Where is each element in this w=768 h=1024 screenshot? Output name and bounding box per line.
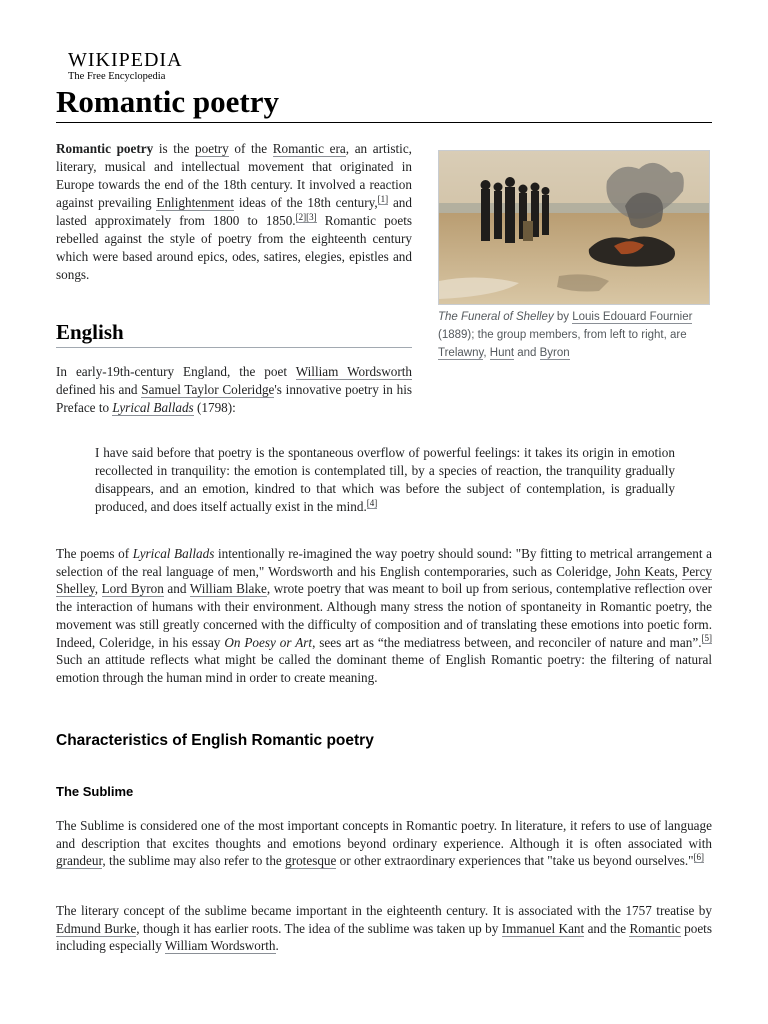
funeral-of-shelley-painting[interactable] [438, 150, 710, 305]
text: Such an attitude reflects what might be called the dominant theme of English Romantic poetry: the filtering of natural emotion through the human mind in order to create meaning. [56, 652, 712, 685]
link-poetry[interactable]: poetry [195, 141, 229, 156]
text: The poems of [56, 546, 133, 561]
text: and [163, 581, 190, 597]
text: and [514, 347, 540, 359]
link-byron[interactable]: Byron [539, 347, 570, 359]
citation-label[interactable]: [6] [693, 852, 705, 863]
citation-3[interactable] [306, 212, 317, 223]
text: poets including especially [56, 920, 712, 954]
figure-caption [438, 308, 710, 362]
text: (1889); the group members, from left to right, are [438, 329, 687, 341]
text: , wrote poetry that was meant to boil up from serious, contemplative reflection over the interaction of humans with their environment. Although many stress the notion of spontaneity in Romantic poetry, the movement was still greatly concerned with the difficulty of composition and of translating these emotions into poetic form. Indeed, Coleridge, in his essay [56, 581, 712, 650]
link-edmund-burke[interactable]: Edmund Burke [56, 920, 137, 936]
heading-characteristics: Characteristics of English Romantic poetry [56, 732, 374, 749]
text: The Sublime is considered one of the most important concepts in Romantic poetry. In literature, it refers to use of language and description that excites thoughts and emotions beyond ordinary experience. Although it is often associated with [56, 818, 712, 851]
text: by [553, 311, 573, 323]
link-percy-shelley[interactable]: Percy Shelley [56, 563, 713, 597]
link-lord-byron[interactable]: Lord Byron [101, 581, 164, 597]
italic-on-poesy-or-art: On Poesy or Art [224, 634, 313, 650]
link-romantic-era[interactable]: Romantic era [272, 141, 346, 156]
link-william-wordsworth-2[interactable]: William Wordsworth [164, 938, 276, 954]
citation-5[interactable] [702, 633, 713, 644]
logo-tagline: The Free Encyclopedia [68, 71, 166, 82]
link-william-wordsworth[interactable]: William Wordsworth [295, 364, 412, 379]
text: , though it has earlier roots. The idea of the sublime was taken up by [136, 920, 502, 936]
lead-term: Romantic poetry [56, 141, 154, 156]
infobox-figure [438, 150, 710, 362]
citation-label[interactable]: [3] [306, 211, 317, 222]
text: or other extraordinary experiences that "take us beyond ourselves." [336, 853, 694, 869]
link-romantic[interactable]: Romantic [629, 920, 681, 936]
text: intentionally re-imagined the way poetry should sound: "By fitting to metrical arrangement a selection of the real language of men," Wordsworth and his English contemporaries, such as Coleridge, [56, 546, 712, 579]
text: defined his and [56, 382, 142, 397]
link-grandeur[interactable]: grandeur [56, 853, 103, 869]
link-hunt[interactable]: Hunt [489, 347, 515, 359]
text: Romantic poets rebelled against the style of poetry from the eighteenth century which were based around epics, odes, satires, elegies, epistles and songs. [56, 213, 412, 282]
citation-6[interactable] [694, 852, 705, 863]
text: , an artistic, literary, musical and intellectual movement that originated in Europe towards the end of the 18th century. It involved a reaction against prevailing [56, 141, 412, 210]
italic-lyrical-ballads: Lyrical Ballads [132, 546, 215, 561]
logo-wordmark: WIKIPEDIA [68, 49, 183, 71]
citation-label[interactable]: [2] [295, 211, 307, 222]
text: The literary concept of the sublime became important in the eighteenth century. It is associated with the 1757 treatise by [56, 903, 712, 918]
citation-label[interactable]: [1] [377, 193, 389, 204]
text: , [94, 581, 102, 597]
text: In early-19th-century England, the poet [56, 364, 296, 379]
text: 's innovative poetry in his Preface to [56, 382, 412, 415]
link-william-blake[interactable]: William Blake [189, 581, 267, 597]
text: , [674, 563, 682, 579]
sublime-paragraph-2 [56, 902, 712, 955]
link-immanuel-kant[interactable]: Immanuel Kant [501, 920, 585, 936]
text: , [483, 347, 490, 359]
text: and lasted approximately from 1800 to 1850. [56, 195, 412, 228]
text: (1798): [193, 400, 236, 415]
link-louis-edouard-fournier[interactable]: Louis Edouard Fournier [572, 311, 693, 323]
english-intro-paragraph [56, 363, 412, 417]
citation-label[interactable]: [5] [701, 633, 712, 644]
heading-the-sublime: The Sublime [56, 784, 134, 799]
caption-title: The Funeral of Shelley [438, 311, 554, 323]
text: , sees art as “the mediatress between, and reconciler of nature and man”. [312, 634, 702, 650]
citation-2[interactable] [296, 212, 307, 223]
link-samuel-taylor-coleridge[interactable]: Samuel Taylor Coleridge [141, 382, 275, 397]
heading-english: English [56, 318, 412, 348]
citation-1[interactable] [378, 194, 389, 205]
text: and the [584, 920, 630, 936]
page-title: Romantic poetry [56, 84, 712, 123]
link-trelawny[interactable]: Trelawny [438, 347, 484, 359]
link-lyrical-ballads[interactable]: Lyrical Ballads [112, 400, 194, 415]
link-john-keats[interactable]: John Keats [615, 563, 675, 579]
wordsworth-quote [95, 444, 675, 516]
link-enlightenment[interactable]: Enlightenment [156, 195, 235, 210]
quote-text: I have said before that poetry is the spontaneous overflow of powerful feelings: it takes its origin in emotion recollected in tranquility: the emotion is contemplated till, by a species of reaction, the tranquility gradually disappears, and an emotion, kindred to that which was before the subject of contemplation, is gradually produced, and does itself actually exist in the mind. [95, 445, 675, 514]
citation-label[interactable]: [4] [366, 497, 378, 508]
text: , the sublime may also refer to the [102, 853, 286, 869]
text: . [275, 938, 279, 954]
wikipedia-logo[interactable] [68, 50, 183, 83]
citation-4[interactable] [367, 498, 378, 509]
lyrical-ballads-paragraph [56, 545, 712, 687]
text: of the [228, 141, 273, 156]
text: is the [153, 141, 196, 156]
lead-paragraph [56, 140, 412, 284]
link-grotesque[interactable]: grotesque [285, 853, 337, 869]
sublime-paragraph-1 [56, 817, 712, 870]
text: ideas of the 18th century, [234, 195, 378, 210]
